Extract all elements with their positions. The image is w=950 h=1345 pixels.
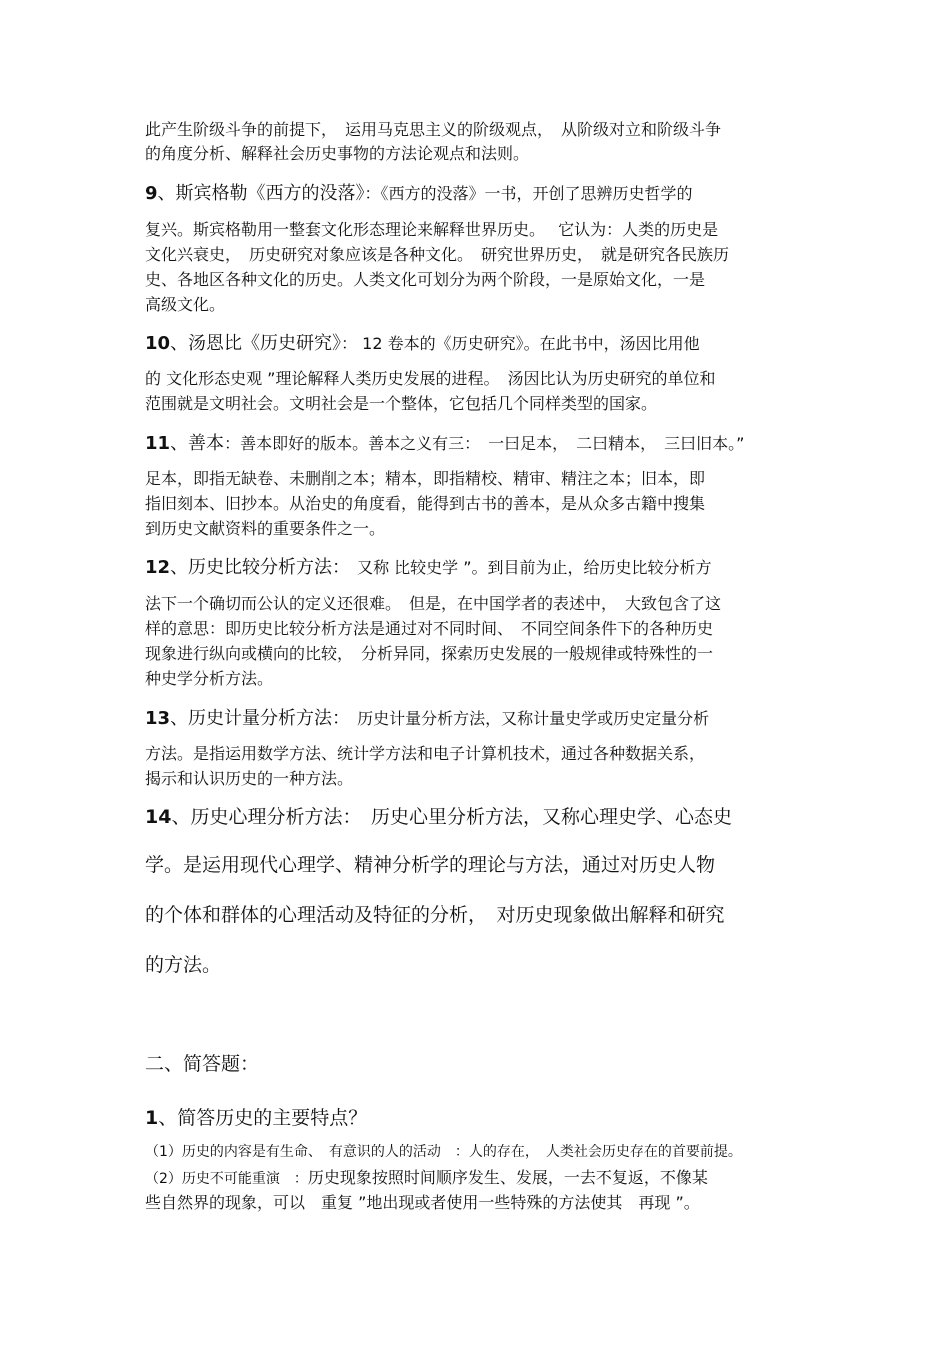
intro-line-2: 的角度分析、解释社会历史事物的方法论观点和法则。 [145,144,530,163]
item13-title: 、历史计量分析方法： [170,708,342,729]
item12-number: 12 [145,557,171,578]
item9-heading-rest: ：《西方的没落》一书，开创了思辨历史哲学的 [364,184,693,203]
question1-number: 1 [145,1107,159,1129]
section2-heading: 二、简答题： [145,1053,260,1075]
item13-number: 13 [145,708,171,729]
item12-line-3: 现象进行纵向或横向的比较， 分析异同，探索历史发展的一般规律或特殊性的一 [145,644,714,663]
item14-line-1: 学。是运用现代心理学、精神分析学的理论与方法，通过对历史人物 [145,854,716,876]
answer-point-1: （1）历史的内容是有生命、 有意识的人的活动 ：人的存在， 人类社会历史存在的首要前提。 [145,1144,742,1160]
item14-heading [145,805,732,829]
answer-point-2-line-2: 些自然界的现象，可以 重复 ”地出现或者使用一些特殊的方法使其 再现 ”。 [145,1193,700,1212]
item10-line-1: 的 文化形态史观 ”理论解释人类历史发展的进程。 汤因比认为历史研究的单位和 [145,369,716,388]
answer-point-2-text: 历史现象按照时间顺序发生、发展，一去不复返，不像某 [307,1168,708,1187]
item11-heading [145,433,744,455]
item13-heading [145,708,709,730]
item9-line-2: 文化兴衰史， 历史研究对象应该是各种文化。 研究世界历史， 就是研究各民族历 [145,245,730,264]
item9-line-3: 史、各地区各种文化的历史。人类文化可划分为两个阶段，一是原始文化，一是 [145,270,706,289]
item10-heading [145,333,700,355]
item12-line-1: 法下一个确切而公认的定义还很难。 但是，在中国学者的表述中， 大致包含了这 [145,594,722,613]
item9-title: 、斯宾格勒《西方的没落》 [157,183,365,204]
question1-title: 、简答历史的主要特点？ [158,1107,368,1129]
item14-title: 、历史心理分析方法： [171,806,352,828]
answer-point-2-label: （2）历史不可能重演 ： [145,1171,308,1187]
item13-line-1: 方法。是指运用数学方法、统计学方法和电子计算机技术，通过各种数据关系， [145,744,706,763]
item11-line-1: 足本，即指无缺卷、未删削之本；精本，即指精校、精审、精注之本；旧本，即 [145,469,706,488]
item11-line-2: 指旧刻本、旧抄本。从治史的角度看，能得到古书的善本，是从众多古籍中搜集 [145,494,706,513]
item13-heading-rest: 历史计量分析方法，又称计量史学或历史定量分析 [341,709,710,728]
item10-title: 、汤恩比《历史研究》 [170,333,342,354]
item9-number: 9 [145,183,158,204]
item11-number: 11 [145,433,171,454]
intro-line-1: 此产生阶级斗争的前提下， 运用马克思主义的阶级观点， 从阶级对立和阶级斗争 [145,120,722,139]
answer-point-2 [145,1168,708,1189]
item13-line-2: 揭示和认识历史的一种方法。 [145,769,354,788]
item11-title: 、善本 [170,433,225,454]
item11-heading-rest: ：善本即好的版本。善本之义有三： 一曰足本， 二曰精本， 三曰旧本。” [224,434,745,453]
item10-line-2: 范围就是文明社会。文明社会是一个整体，它包括几个同样类型的国家。 [145,394,658,413]
item9-line-1: 复兴。斯宾格勒用一整套文化形态理论来解释世界历史。 它认为：人类的历史是 [145,220,719,239]
item12-heading [145,557,712,579]
item12-title: 、历史比较分析方法： [170,557,342,578]
question1-heading [145,1106,367,1130]
item10-heading-rest: ： 12 卷本的《历史研究》。在此书中，汤因比用他 [341,334,700,353]
item12-heading-rest: 又称 比较史学 ”。到目前为止，给历史比较分析方 [341,558,712,577]
item11-line-3: 到历史文献资料的重要条件之一。 [145,519,386,538]
item14-line-2: 的个体和群体的心理活动及特征的分析， 对历史现象做出解释和研究 [145,904,725,926]
item14-heading-rest: 历史心里分析方法，又称心理史学、心态史 [351,806,732,828]
item9-line-4: 高级文化。 [145,295,226,314]
item14-number: 14 [145,806,172,828]
item12-line-2: 样的意思：即历史比较分析方法是通过对不同时间、 不同空间条件下的各种历史 [145,619,714,638]
item14-line-3: 的方法。 [145,954,222,976]
item12-line-4: 种史学分析方法。 [145,669,274,688]
item9-heading [145,183,693,205]
item10-number: 10 [145,333,171,354]
